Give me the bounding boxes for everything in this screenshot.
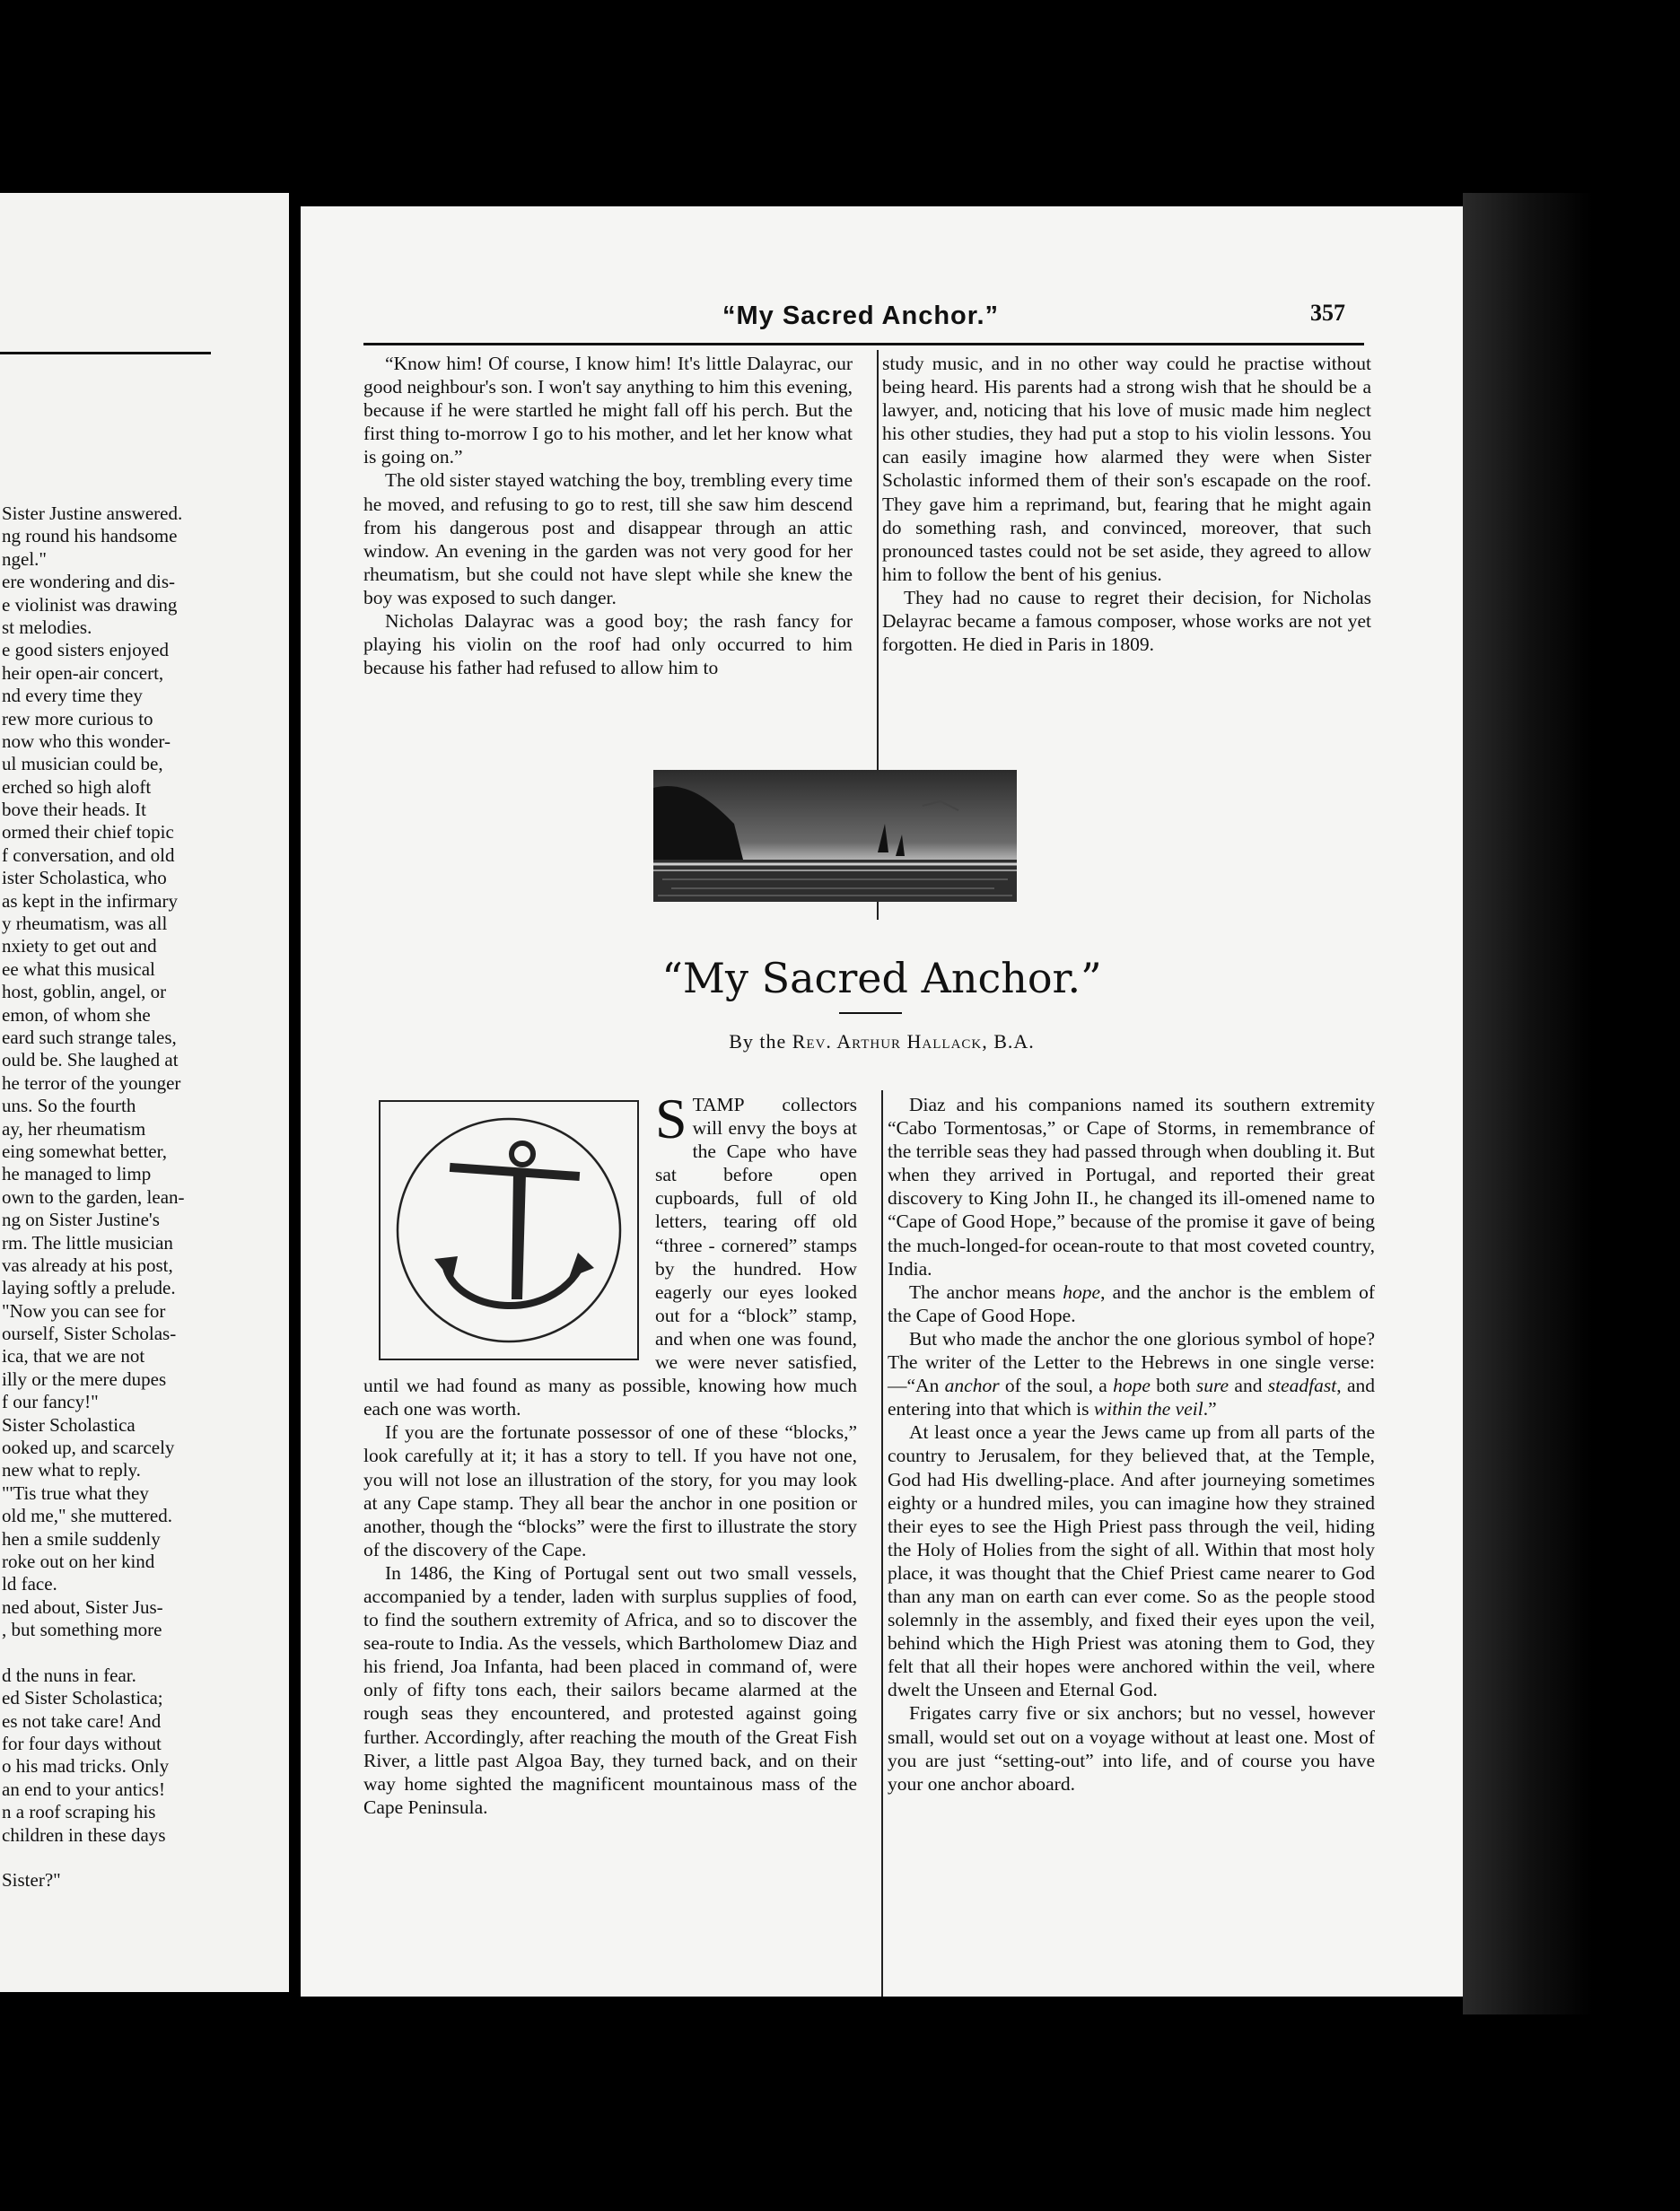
left-page-line: "'Tis true what they [2,1481,149,1504]
left-page-line: rm. The little musician [2,1231,173,1254]
left-page-line: ed Sister Scholastica; [2,1687,163,1709]
seascape-drawing [653,770,1017,902]
paragraph: The anchor means hope, and the anchor is the emblem of the Cape of Good Hope. [888,1280,1375,1326]
left-page-line: an end to your antics! [2,1778,165,1800]
left-page-line: Sister Justine answered. [2,502,183,524]
left-page-line: e good sisters enjoyed [2,639,170,661]
left-page-line: Sister?" [2,1869,61,1892]
byline [301,1030,1463,1053]
left-page-line [2,1642,217,1665]
left-page-line: new what to reply. [2,1459,141,1481]
paragraph: The old sister stayed watching the boy, trembling every time he moved, and refusing to go to rest, till she saw him descend from his dangerous post and disappear through an attic window. An evening in the garden was not very good for her rheumatism, but she could not have slept while she knew the boy was exposed to such danger. [363,469,853,608]
seascape-illustration [653,770,1017,902]
left-page-line: ee what this musical [2,957,155,980]
left-page-line: ormed their chief topic [2,821,174,843]
left-page-line: nd every time they [2,685,143,707]
left-page-line: vas already at his post, [2,1254,173,1276]
left-page-text [2,502,217,1892]
paragraph: Frigates carry five or six anchors; but no vessel, however small, would set out on a voyage without at least one. Most of you are just “setting-out” into life, and of course you have your one anchor aboard. [888,1702,1375,1795]
left-page-line: e violinist was drawing [2,593,178,616]
paragraph: “Know him! Of course, I know him! It's little Dalayrac, our good neighbour's son. I won't say anything to him this evening, because if he were startled he might fall off his perch. But the first thing to-morrow I go to his mother, and let her know what is going on.” [363,353,853,468]
left-page-line: y rheumatism, was all [2,913,168,935]
paragraph: At least once a year the Jews came up from all parts of the country to Jerusalem, for they believed that, at the Temple, God had His dwelling-place. And after journeying sometimes eighty or a hundred miles, you can imagine how they strained their eyes to see the High Priest pass through the veil, hiding the Holy of Holies from the sight of all. Within that most holy place, it was thought that the Chief Priest came nearer to God than any man on earth can ever come. So as the people stood solemnly in the assembly, and fixed their eyes upon the veil, behind which the High Priest was atoning them to God, they felt that all their hopes were anchored within the veil, where dwelt the Unseen and Eternal God. [888,1421,1375,1701]
title-rule [839,1012,902,1014]
paragraph: TAMP collectors will envy the boys at the Cape who have sat before open cupboards, full of old letters, tearing off old “three - cornered” stamps by the hundred. How eagerly our eyes looked out for a “block” stamp, and when one was found, we were never satisfied, until we had found as many as possible, knowing how much each one was worth. [363,1094,857,1420]
left-page-line: ngel." [2,547,47,570]
left-page-line: heir open-air concert, [2,661,164,684]
column-divider [881,1090,883,1997]
left-page-line: ica, that we are not [2,1345,145,1368]
page-number: 357 [1310,300,1345,326]
left-page-line: laying softly a prelude. [2,1277,176,1299]
left-facing-page [0,193,289,1992]
left-page-line: o his mad tricks. Only [2,1755,170,1778]
paragraph: But who made the anchor the one glorious symbol of hope? The writer of the Letter to the Hebrews in one single verse:—“An anchor of the soul, a hope both sure and steadfast, and entering into that which is within the veil.” [888,1327,1375,1420]
left-page-line: rew more curious to [2,707,153,730]
left-page-line: children in these days [2,1823,166,1846]
left-page-line: erched so high aloft [2,775,152,798]
left-page-line: ld face. [2,1573,57,1595]
left-page-line: illy or the mere dupes [2,1368,167,1390]
left-page-line: st melodies. [2,616,92,638]
left-page-line: ould be. She laughed at [2,1049,179,1071]
left-page-line: hen a smile suddenly [2,1527,161,1550]
left-page-line: ooked up, and scarcely [2,1437,175,1459]
paragraph: In 1486, the King of Portugal sent out two small vessels, accompanied by a tender, laden with surplus supplies of food, to find the southern extremity of Africa, and so to discover the sea-route to India. As the vessels, which Bartholomew Diaz and his friend, Joa Infanta, had been placed in command of, were only of fifty tons each, their sailors became alarmed at the rough seas they encountered, and protested against going further. Accordingly, after reaching the mouth of the Great Fish River, a little past Algoa Bay, they turned back, and on their way home sighted the magnificent mountainous mass of the Cape Peninsula. [363,1561,857,1818]
left-page-line: ng round his handsome [2,525,178,547]
left-page-line [2,1847,217,1869]
left-page-line: eing somewhat better, [2,1140,168,1162]
left-page-line: es not take care! And [2,1709,162,1732]
running-title: “My Sacred Anchor.” [722,302,1000,330]
author-name: Rev. Arthur Hallack, B.A. [792,1030,1035,1053]
left-page-line: ere wondering and dis- [2,571,176,593]
left-page-line: d the nuns in fear. [2,1664,136,1686]
top-column-right [882,352,1371,656]
left-page-line: ourself, Sister Scholas- [2,1323,177,1345]
byline-prefix: By the [729,1030,787,1053]
left-page-line: f our fancy!" [2,1391,99,1413]
top-column-left [363,352,853,679]
left-page-line: uns. So the fourth [2,1095,136,1117]
left-page-line: , but something more [2,1619,162,1641]
paragraph: study music, and in no other way could he practise without being heard. His parents had a strong wish that he should be a lawyer, and, noticing that his love of music made him neglect his other studies, they had put a stop to his violin lessons. You can easily imagine how alarmed they were when Sister Scholastic informed them of their son's escapade on the roof. They gave him a reprimand, but, fearing that he might again do something rash, and convinced, moreover, that such pronounced tastes could not be set aside, they agreed to allow him to follow the bent of his genius. [882,353,1371,585]
left-page-line: ng on Sister Justine's [2,1209,160,1231]
left-page-line: n a roof scraping his [2,1801,156,1823]
left-page-line: for four days without [2,1733,162,1755]
left-page-line: ned about, Sister Jus- [2,1595,163,1618]
left-page-line: ay, her rheumatism [2,1117,146,1140]
drop-cap: S [655,1087,687,1150]
paragraph: Diaz and his companions named its southern extremity “Cabo Tormentosas,” or Cape of Storms, in remembrance of the terrible seas they had passed through when doubling it. But when they arrived in Portugal, and reported their great discovery to King John II., he changed its ill-omened name to “Cape of Good Hope,” because of the promise it gave of being the much-longed-for ocean-route to that most coveted country, India. [888,1094,1375,1280]
header-rule [363,343,1364,345]
left-page-line: ister Scholastica, who [2,867,167,889]
left-page-line: eard such strange tales, [2,1026,177,1048]
left-page-line: he managed to limp [2,1163,152,1185]
left-page-line: emon, of whom she [2,1003,151,1026]
book-spine-shadow [1463,193,1680,2014]
left-page-line: as kept in the infirmary [2,889,178,912]
left-page-header-rule [0,352,211,354]
left-page-line: own to the garden, lean- [2,1185,185,1208]
article-column-right [888,1093,1375,1796]
left-page-line: now who this wonder- [2,730,171,752]
paragraph: They had no cause to regret their decision, for Nicholas Delayrac became a famous composer, whose works are not yet forgotten. He died in Paris in 1809. [882,586,1371,656]
left-page-line: "Now you can see for [2,1299,166,1322]
left-page-line: he terror of the younger [2,1071,181,1094]
left-page-line: host, goblin, angel, or [2,981,167,1003]
paragraph: If you are the fortunate possessor of one of these “blocks,” look carefully at it; it has a story to tell. If you have not one, you will not lose an illustration of the story, for you may look at any Cape stamp. They all bear the anchor in one position or another, though the “blocks” were the first to illustrate the story of the discovery of the Cape. [363,1421,857,1560]
article-title: “My Sacred Anchor.” [661,954,1102,1002]
left-page-line: ul musician could be, [2,753,163,775]
left-page-line: f conversation, and old [2,843,175,866]
right-page [301,206,1463,1997]
left-page-line: bove their heads. It [2,799,146,821]
paragraph: Nicholas Dalayrac was a good boy; the rash fancy for playing his violin on the roof had only occurred to him because his father had refused to allow him to [363,610,853,679]
left-page-line: Sister Scholastica [2,1413,136,1436]
article-column-left [363,1087,857,1819]
left-page-line: nxiety to get out and [2,935,157,957]
emblem-float-spacer [363,1093,655,1362]
left-page-line: roke out on her kind [2,1550,155,1572]
left-page-line: old me," she muttered. [2,1505,172,1527]
